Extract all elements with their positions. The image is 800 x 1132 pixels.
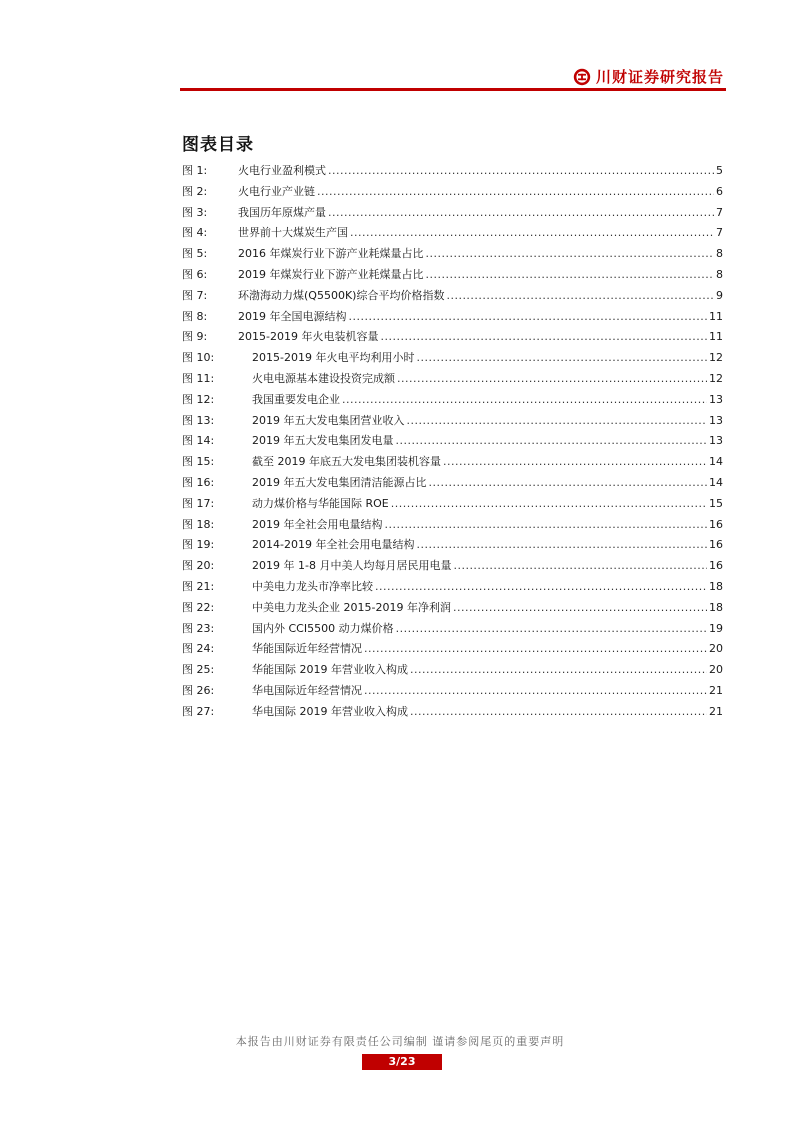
toc-title: 图表目录	[182, 135, 254, 155]
toc-leader-dots	[328, 164, 714, 177]
header-divider	[180, 88, 726, 91]
toc-item-label[interactable]: 火电电源基本建设投资完成额	[252, 371, 395, 385]
toc-item-page[interactable]: 8	[716, 267, 723, 281]
toc-item-label[interactable]: 2015-2019 年火电装机容量	[238, 330, 379, 344]
toc-leader-dots	[380, 330, 707, 343]
toc-leader-dots	[416, 351, 707, 364]
toc-leader-dots	[396, 434, 708, 447]
toc-leader-dots	[453, 601, 707, 614]
toc-item-label[interactable]: 环渤海动力煤(Q5500K)综合平均价格指数	[238, 288, 445, 302]
toc-item[interactable]	[182, 578, 723, 599]
toc-item[interactable]	[182, 516, 723, 537]
toc-item-number: 图 21:	[182, 579, 215, 593]
toc-item-number: 图 14:	[182, 434, 215, 448]
toc-item-number: 图 8:	[182, 309, 208, 323]
circle-bank-logo-icon	[573, 68, 591, 86]
toc-item-number: 图 27:	[182, 704, 215, 718]
toc-item-number: 图 18:	[182, 517, 215, 531]
toc-item[interactable]	[182, 640, 723, 661]
toc-item-label[interactable]: 华电国际 2019 年营业收入构成	[252, 704, 408, 718]
toc-item-number: 图 7:	[182, 288, 208, 302]
toc-item-label[interactable]: 我国历年原煤产量	[238, 205, 326, 219]
toc-item[interactable]	[182, 661, 723, 682]
toc-item-page[interactable]: 6	[716, 184, 723, 198]
toc-item-number: 图 5:	[182, 247, 208, 261]
toc-item[interactable]	[182, 266, 723, 287]
toc-item-label[interactable]: 我国重要发电企业	[252, 392, 340, 406]
footer-disclaimer: 本报告由川财证券有限责任公司编制 谨请参阅尾页的重要声明	[235, 1035, 565, 1048]
toc-item-page[interactable]: 16	[709, 559, 723, 573]
toc-item-page[interactable]: 11	[709, 309, 723, 323]
toc-item-page[interactable]: 18	[709, 579, 723, 593]
toc-item-page[interactable]: 21	[709, 683, 723, 697]
toc-item-label[interactable]: 截至 2019 年底五大发电集团装机容量	[252, 455, 441, 469]
toc-item[interactable]	[182, 204, 723, 225]
toc-item-page[interactable]: 13	[709, 392, 723, 406]
toc-item-number: 图 24:	[182, 642, 215, 656]
toc-item[interactable]	[182, 432, 723, 453]
toc-item-label[interactable]: 2019 年煤炭行业下游产业耗煤量占比	[238, 267, 424, 281]
toc-item-number: 图 22:	[182, 600, 215, 614]
toc-item-page[interactable]: 18	[709, 600, 723, 614]
toc-leader-dots	[416, 538, 707, 551]
toc-item-page[interactable]: 13	[709, 413, 723, 427]
toc-leader-dots	[407, 414, 708, 427]
toc-item-page[interactable]: 12	[709, 351, 723, 365]
toc-item-label[interactable]: 国内外 CCI5500 动力煤价格	[252, 621, 394, 635]
toc-item-number: 图 1:	[182, 164, 208, 177]
toc-item-number: 图 6:	[182, 267, 208, 281]
page-number-badge: 3/23	[362, 1054, 442, 1070]
toc-item-number: 图 11:	[182, 371, 215, 385]
brand	[573, 66, 724, 87]
toc-item-label[interactable]: 2019 年全国电源结构	[238, 309, 347, 323]
toc-item[interactable]	[182, 474, 723, 495]
toc-item-page[interactable]: 21	[709, 704, 723, 718]
toc-item-number: 图 10:	[182, 351, 215, 365]
toc-item[interactable]	[182, 224, 723, 245]
toc-item-number: 图 13:	[182, 413, 215, 427]
toc-item-number: 图 20:	[182, 559, 215, 573]
toc-leader-dots	[397, 372, 707, 385]
toc-item-page[interactable]: 15	[709, 496, 723, 510]
toc-item-number: 图 19:	[182, 538, 215, 552]
toc-item[interactable]	[182, 162, 723, 183]
toc-item-page[interactable]: 7	[716, 226, 723, 240]
toc-item-number: 图 4:	[182, 226, 208, 240]
toc-item-label[interactable]: 中美电力龙头市净率比较	[252, 579, 373, 593]
toc-item[interactable]	[182, 453, 723, 474]
brand-name: 川财证券研究报告	[595, 68, 724, 86]
toc-item-page[interactable]: 11	[709, 330, 723, 344]
toc-item-label[interactable]: 2019 年五大发电集团发电量	[252, 434, 394, 448]
toc-leader-dots	[426, 268, 715, 281]
toc-leader-dots	[385, 518, 708, 531]
page-header	[180, 60, 726, 92]
toc-leader-dots	[396, 622, 707, 635]
toc-item[interactable]	[182, 557, 723, 578]
toc-item-label[interactable]: 2019 年五大发电集团营业收入	[252, 413, 405, 427]
toc-leader-dots	[453, 559, 707, 572]
toc-item-page[interactable]: 19	[709, 621, 723, 635]
toc-item-number: 图 9:	[182, 330, 208, 344]
toc-item[interactable]	[182, 703, 723, 724]
toc-item-page[interactable]: 12	[709, 371, 723, 385]
toc-leader-dots	[443, 455, 707, 468]
toc-leader-dots	[426, 247, 715, 260]
toc-item-page[interactable]: 8	[716, 247, 723, 261]
toc-item[interactable]	[182, 412, 723, 433]
toc-item[interactable]	[182, 370, 723, 391]
toc-leader-dots	[364, 684, 707, 697]
toc-item-page[interactable]: 5	[716, 164, 723, 177]
toc-item-number: 图 12:	[182, 392, 215, 406]
toc-item-label[interactable]: 火电行业盈利模式	[238, 164, 326, 177]
toc-item-label[interactable]: 2014-2019 年全社会用电量结构	[252, 538, 415, 552]
toc-leader-dots	[342, 393, 707, 406]
toc-item-page[interactable]: 7	[716, 205, 723, 219]
toc-item-label[interactable]: 2019 年 1-8 月中美人均每月居民用电量	[252, 559, 452, 573]
toc-item-page[interactable]: 9	[716, 288, 723, 302]
toc-leader-dots	[317, 185, 714, 198]
toc-item-page[interactable]: 13	[709, 434, 723, 448]
toc-item[interactable]	[182, 349, 723, 370]
toc-item-number: 图 26:	[182, 683, 215, 697]
toc-item-page[interactable]: 20	[709, 642, 723, 656]
toc-item[interactable]	[182, 245, 723, 266]
toc-item[interactable]	[182, 391, 723, 412]
toc-item-page[interactable]: 16	[709, 517, 723, 531]
toc-item-label[interactable]: 世界前十大煤炭生产国	[238, 226, 348, 240]
toc-item-label[interactable]: 中美电力龙头企业 2015-2019 年净利润	[252, 600, 451, 614]
toc-item-label[interactable]: 华能国际近年经营情况	[252, 642, 362, 656]
toc-leader-dots	[446, 289, 714, 302]
toc-leader-dots	[328, 206, 714, 219]
toc-leader-dots	[375, 580, 707, 593]
toc-item-label[interactable]: 动力煤价格与华能国际 ROE	[252, 496, 389, 510]
toc-item-number: 图 17:	[182, 496, 215, 510]
toc-item[interactable]	[182, 308, 723, 329]
toc-item-label[interactable]: 火电行业产业链	[238, 184, 315, 198]
toc-item-label[interactable]: 2015-2019 年火电平均利用小时	[252, 351, 415, 365]
toc-item-number: 图 3:	[182, 205, 208, 219]
toc-item-number: 图 25:	[182, 663, 215, 677]
toc-item[interactable]	[182, 682, 723, 703]
toc-item[interactable]	[182, 536, 723, 557]
toc-item-label[interactable]: 华能国际 2019 年营业收入构成	[252, 663, 408, 677]
toc-leader-dots	[350, 226, 714, 239]
toc-item[interactable]	[182, 287, 723, 308]
toc-leader-dots	[391, 497, 707, 510]
toc-item-page[interactable]: 14	[709, 455, 723, 469]
toc-item-label[interactable]: 2019 年全社会用电量结构	[252, 517, 383, 531]
toc-item[interactable]	[182, 328, 723, 349]
toc-item-label[interactable]: 2016 年煤炭行业下游产业耗煤量占比	[238, 247, 424, 261]
figure-toc-list	[182, 162, 723, 724]
toc-item[interactable]	[182, 495, 723, 516]
toc-leader-dots	[410, 705, 707, 718]
toc-item-number: 图 23:	[182, 621, 215, 635]
toc-leader-dots	[410, 663, 707, 676]
toc-item-page[interactable]: 14	[709, 475, 723, 489]
toc-leader-dots	[364, 642, 707, 655]
toc-leader-dots	[349, 310, 708, 323]
toc-item-number: 图 2:	[182, 184, 208, 198]
toc-item[interactable]	[182, 183, 723, 204]
toc-item-label[interactable]: 2019 年五大发电集团清洁能源占比	[252, 475, 427, 489]
toc-item-number: 图 16:	[182, 475, 215, 489]
toc-item[interactable]	[182, 620, 723, 641]
toc-item[interactable]	[182, 599, 723, 620]
toc-item-page[interactable]: 20	[709, 663, 723, 677]
toc-item-page[interactable]: 16	[709, 538, 723, 552]
toc-leader-dots	[429, 476, 708, 489]
toc-item-label[interactable]: 华电国际近年经营情况	[252, 683, 362, 697]
toc-item-number: 图 15:	[182, 455, 215, 469]
